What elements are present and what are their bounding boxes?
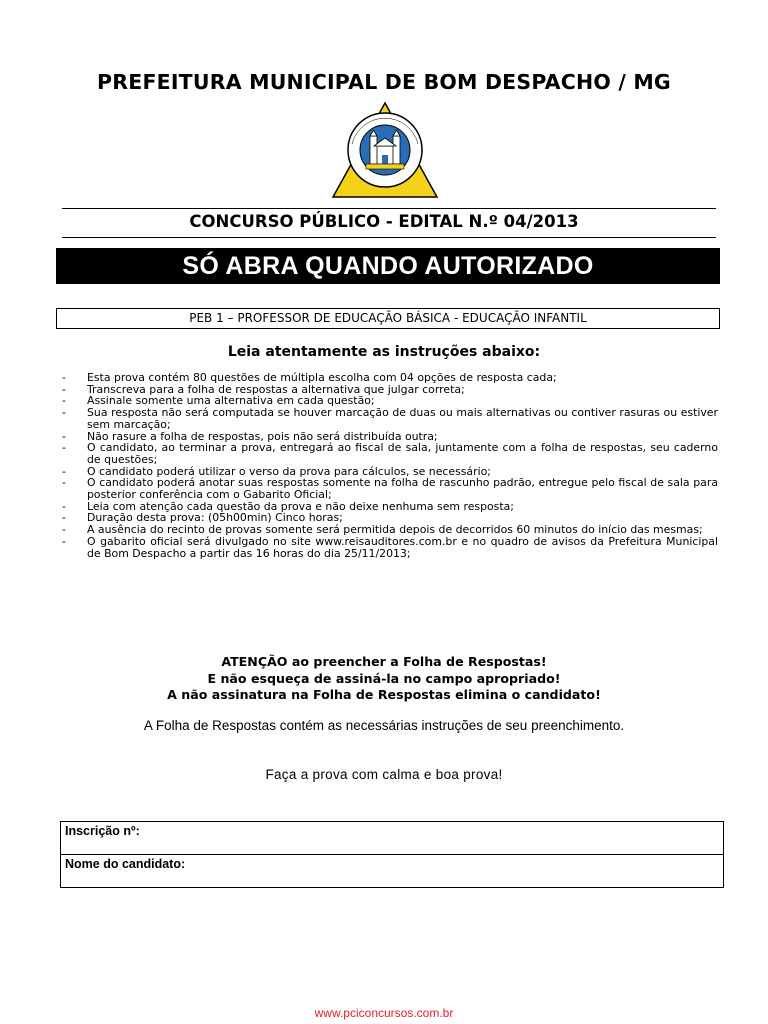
inscricao-field[interactable]	[61, 822, 723, 854]
good-luck-text: Faça a prova com calma e boa prova!	[265, 767, 503, 782]
warning-banner: SÓ ABRA QUANDO AUTORIZADO	[56, 248, 720, 284]
list-item: - O candidato, ao terminar a prova, entregará ao fiscal de sala, juntamente com a folha de respostas, seu caderno de questões;	[62, 442, 718, 465]
answer-sheet-note: A Folha de Respostas contém as necessárias instruções de seu preenchimento.	[143, 718, 625, 733]
attention-line: E não esqueça de assiná-la no campo apropriado!	[207, 670, 561, 686]
page-title: PREFEITURA MUNICIPAL DE BOM DESPACHO / MG	[97, 70, 671, 94]
attention-line: ATENÇÃO ao preencher a Folha de Respostas!	[221, 654, 547, 669]
list-item: - A ausência do recinto de provas somente será permitida depois de decorridos 60 minutos do início das mesmas;	[62, 524, 718, 536]
list-item: - O gabarito oficial será divulgado no site www.reisauditores.com.br e no quadro de avisos da Prefeitura Municipal de Bom Despacho a partir das 16 horas do dia 25/11/2013;	[62, 536, 718, 559]
nome-label: Nome do candidato:	[65, 857, 186, 871]
list-item: - Assinale somente uma alternativa em cada questão;	[62, 395, 718, 407]
attention-block	[0, 654, 768, 704]
divider-bottom	[62, 237, 716, 238]
list-item: - Esta prova contém 80 questões de múltipla escolha com 04 opções de resposta cada;	[62, 372, 718, 384]
municipal-seal-logo	[330, 100, 440, 200]
nome-field[interactable]	[61, 854, 723, 887]
list-item: - Duração desta prova: (05h00min) Cinco horas;	[62, 512, 718, 524]
inscricao-label: Inscrição nº:	[65, 824, 140, 838]
instructions-heading: Leia atentamente as instruções abaixo:	[227, 344, 541, 360]
list-item: - Não rasure a folha de respostas, pois não será distribuída outra;	[62, 431, 718, 443]
divider-top	[62, 208, 716, 209]
list-item: - Transcreva para a folha de respostas a alternativa que julgar correta;	[62, 384, 718, 396]
attention-line: A não assinatura na Folha de Respostas elimina o candidato!	[167, 687, 601, 702]
list-item: - O candidato poderá anotar suas respostas somente na folha de rascunho padrão, entregue pelo fiscal de sala para posterior conferência com o Gabarito Oficial;	[62, 477, 718, 500]
concurso-title: CONCURSO PÚBLICO - EDITAL N.º 04/2013	[189, 212, 579, 231]
candidate-fields-box	[60, 821, 724, 888]
list-item: - Leia com atenção cada questão da prova e não deixe nenhuma sem resposta;	[62, 501, 718, 513]
list-item: - O candidato poderá utilizar o verso da prova para cálculos, se necessário;	[62, 466, 718, 478]
list-item: - Sua resposta não será computada se houver marcação de duas ou mais alternativas ou contiver rasuras ou estiver sem marcação;	[62, 407, 718, 430]
cargo-box: PEB 1 – PROFESSOR DE EDUCAÇÃO BÁSICA - EDUCAÇÃO INFANTIL	[56, 308, 720, 329]
instructions-list	[62, 372, 718, 559]
footer-url-link[interactable]: www.pciconcursos.com.br	[314, 1006, 454, 1020]
